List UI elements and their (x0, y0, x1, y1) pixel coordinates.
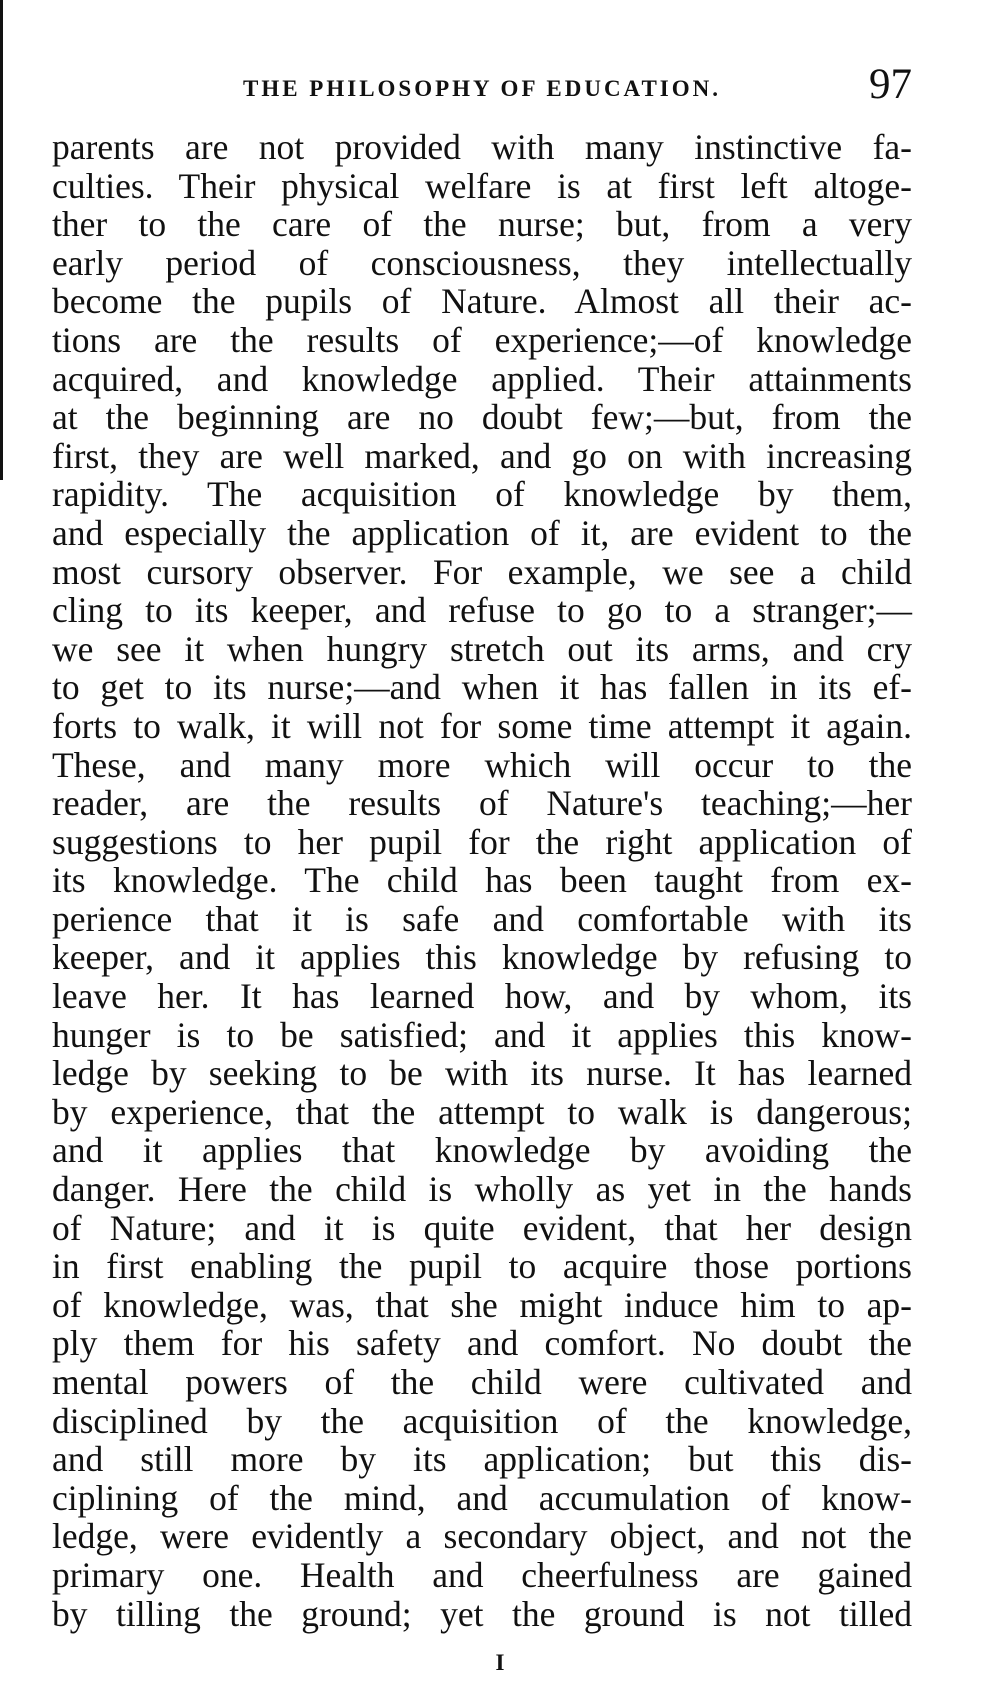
text-line: first, they are well marked, and go on with increasing (52, 435, 912, 476)
text-line: its knowledge. The child has been taught from ex- (52, 860, 912, 901)
text-line: by tilling the ground; yet the ground is not tilled (52, 1593, 912, 1634)
text-line: and especially the application of it, are evident to the (52, 512, 912, 553)
signature-mark: I (495, 1650, 505, 1675)
text-line: to get to its nurse;—and when it has fallen in its ef- (52, 667, 912, 708)
text-line: cling to its keeper, and refuse to go to a stranger;— (52, 590, 912, 631)
text-line: leave her. It has learned how, and by whom, its (52, 976, 912, 1017)
text-line: by experience, that the attempt to walk is dangerous; (52, 1091, 912, 1132)
text-line: at the beginning are no doubt few;—but, from the (52, 397, 912, 438)
text-line: mental powers of the child were cultivated and (52, 1362, 912, 1402)
running-head: THE PHILOSOPHY OF EDUCATION. (242, 76, 722, 101)
text-line: become the pupils of Nature. Almost all their ac- (52, 281, 912, 322)
text-line: keeper, and it applies this knowledge by refusing to (52, 937, 912, 978)
text-line: forts to walk, it will not for some time attempt it again. (52, 705, 912, 746)
text-line: of Nature; and it is quite evident, that her design (52, 1207, 912, 1248)
text-line: disciplined by the acquisition of the knowledge, (52, 1400, 912, 1441)
text-line: danger. Here the child is wholly as yet in the hands (52, 1169, 912, 1210)
text-line: rapidity. The acquisition of knowledge by them, (52, 474, 912, 515)
text-line: most cursory observer. For example, we see a child (52, 551, 912, 592)
text-line: reader, are the results of Nature's teaching;—her (52, 783, 912, 824)
text-line: we see it when hungry stretch out its arms, and cry (52, 628, 912, 669)
text-line: culties. Their physical welfare is at first left altoge- (52, 165, 912, 206)
text-line: and still more by its application; but this dis- (52, 1439, 912, 1480)
text-line: suggestions to her pupil for the right application of (52, 821, 912, 862)
text-line: ther to the care of the nurse; but, from a very (52, 204, 912, 245)
left-margin-rule (0, 0, 3, 480)
page-header (52, 60, 912, 130)
text-line: ply them for his safety and comfort. No doubt the (52, 1323, 912, 1364)
body-text (52, 128, 912, 1633)
text-line: of knowledge, was, that she might induce him to ap- (52, 1284, 912, 1325)
text-line: ledge by seeking to be with its nurse. It has learned (52, 1053, 912, 1094)
text-line: acquired, and knowledge applied. Their attainments (52, 358, 912, 399)
page-number: 97 (869, 61, 912, 108)
text-line: tions are the results of experience;—of knowledge (52, 319, 912, 360)
text-line: parents are not provided with many instinctive fa- (52, 127, 912, 167)
text-line: These, and many more which will occur to the (52, 744, 912, 785)
text-line: perience that it is safe and comfortable with its (52, 898, 912, 939)
text-line: in first enabling the pupil to acquire those portions (52, 1246, 912, 1287)
text-line: primary one. Health and cheerfulness are gained (52, 1554, 912, 1595)
text-line: ledge, were evidently a secondary object, and not the (52, 1516, 912, 1557)
text-line: and it applies that knowledge by avoiding the (52, 1130, 912, 1171)
text-line: early period of consciousness, they intellectually (52, 242, 912, 283)
text-line: hunger is to be satisfied; and it applies this know- (52, 1014, 912, 1055)
text-line: ciplining of the mind, and accumulation of know- (52, 1477, 912, 1518)
